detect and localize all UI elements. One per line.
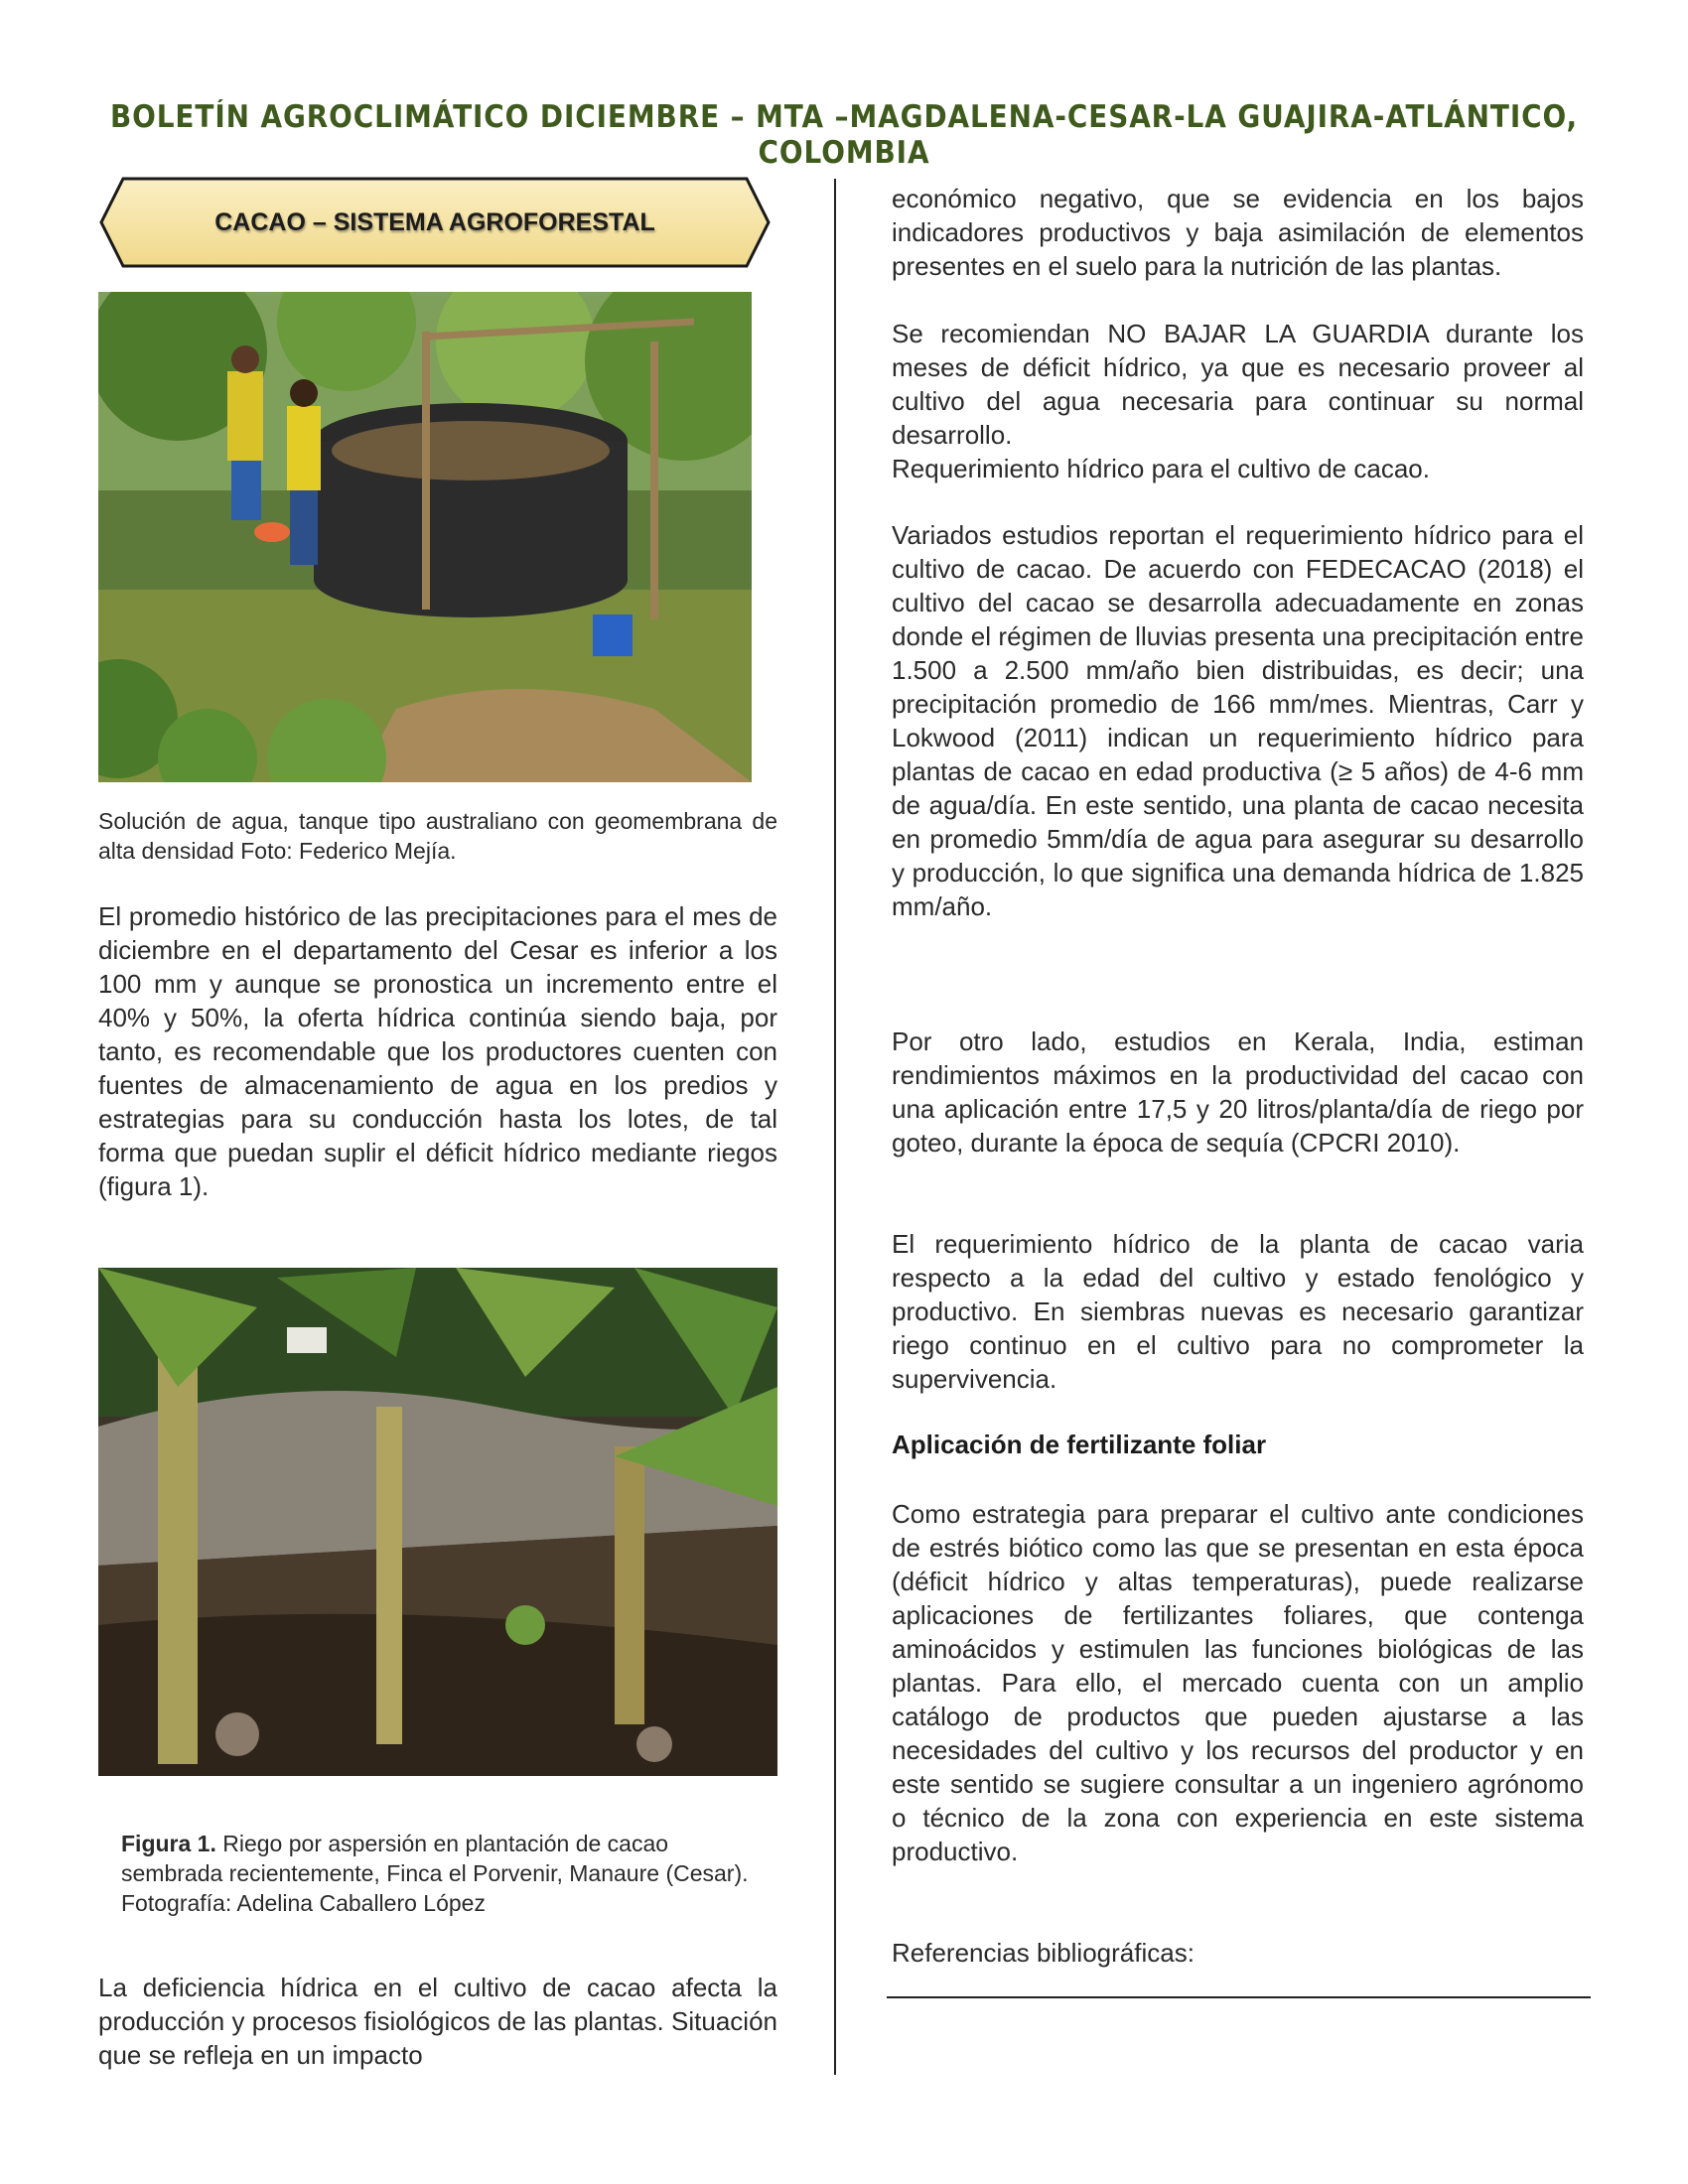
right-paragraph-4: Variados estudios reportan el requerimiento hídrico para el cultivo de cacao. De acuerdo con FEDECACAO (2018) el cultivo del cacao se desarrolla adecuadamente en zonas donde el régimen de lluvias presenta una precipitación entre 1.500 a 2.500 mm/año bien distribuidas, es decir; una precipitación promedio de 166 mm/mes. Mientras, Carr y Lokwood (2011) indican un requerimiento hídrico para plantas de cacao en edad productiva (≥ 5 años) de 4-6 mm de agua/día. En este sentido, una planta de cacao necesita en promedio 5mm/día de agua para asegurar su desarrollo y producción, lo que significa una demanda hídrica de 1.825 mm/año. xyxy=(892,520,1584,921)
column-divider xyxy=(834,179,836,2075)
figure1-caption xyxy=(121,1829,763,1918)
figure1-caption-text: Riego por aspersión en plantación de cacao sembrada recientemente, Finca el Porvenir, Manaure (Cesar). Fotografía: Adelina Caballero López xyxy=(121,1831,749,1916)
photo-water-tank xyxy=(98,292,752,782)
references-label: Referencias bibliográficas: xyxy=(892,1938,1195,1968)
left-paragraph-1: El promedio histórico de las precipitaciones para el mes de diciembre en el departamento del Cesar es inferior a los 100 mm y aunque se pronostica un incremento entre el 40% y 50%, la oferta hídrica continúa siendo baja, por tanto, es recomendable que los productores cuenten con fuentes de almacenamiento de agua en los predios y estrategias para su conducción hasta los lotes, de tal forma que puedan suplir el déficit hídrico mediante riegos (figura 1). xyxy=(98,901,777,1201)
bulletin-title: BOLETÍN AGROCLIMÁTICO DICIEMBRE – MTA –MAGDALENA-CESAR-LA GUAJIRA-ATLÁNTICO, COLOMBIA xyxy=(109,99,1579,171)
section-banner xyxy=(99,177,771,268)
right-paragraph-5: Por otro lado, estudios en Kerala, India, estiman rendimientos máximos en la productividad del cacao con una aplicación entre 17,5 y 20 litros/planta/día de riego por goteo, durante la época de sequía (CPCRI 2010). xyxy=(892,1026,1584,1158)
photo-cacao-irrigation xyxy=(98,1268,777,1776)
figure1-label: Figura 1. xyxy=(121,1831,216,1856)
references-rule xyxy=(887,1996,1591,1998)
section-title: CACAO – SISTEMA AGROFORESTAL xyxy=(214,207,655,236)
fertilizer-heading: Aplicación de fertilizante foliar xyxy=(892,1430,1267,1459)
right-paragraph-7: Como estrategia para preparar el cultivo ante condiciones de estrés biótico como las que se presentan en esta época (déficit hídrico y altas temperaturas), puede realizarse aplicaciones de fertilizantes foliares, que contenga aminoácidos y estimulen las funciones biológicas de las plantas. Para ello, el mercado cuenta con un amplio catálogo de productos que pueden ajustarse a las necesidades del cultivo y los recursos del productor y en este sentido se sugiere consultar a un ingeniero agrónomo o técnico de la zona con experiencia en este sistema productivo. xyxy=(892,1499,1584,1866)
photo1-caption: Solución de agua, tanque tipo australiano con geomembrana de alta densidad Foto: Federico Mejía. xyxy=(98,808,777,864)
left-paragraph-2: La deficiencia hídrica en el cultivo de cacao afecta la producción y procesos fisiológicos de las plantas. Situación que se refleja en un impacto xyxy=(98,1973,777,2070)
right-paragraph-1: económico negativo, que se evidencia en los bajos indicadores productivos y baja asimilación de elementos presentes en el suelo para la nutrición de las plantas. xyxy=(892,184,1584,281)
right-paragraph-2: Se recomiendan NO BAJAR LA GUARDIA durante los meses de déficit hídrico, ya que es necesario proveer al cultivo del agua necesaria para continuar su normal desarrollo. xyxy=(892,319,1584,450)
right-paragraph-6: El requerimiento hídrico de la planta de cacao varia respecto a la edad del cultivo y estado fenológico y productivo. En siembras nuevas es necesario garantizar riego continuo en el cultivo para no comprometer la supervivencia. xyxy=(892,1229,1584,1394)
right-paragraph-3: Requerimiento hídrico para el cultivo de cacao. xyxy=(892,454,1430,483)
